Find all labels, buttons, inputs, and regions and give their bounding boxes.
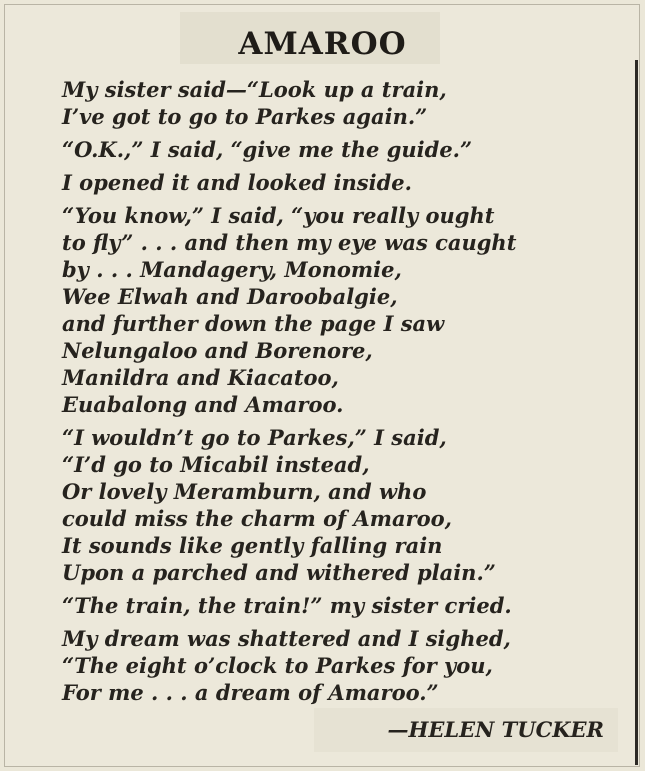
stanza: [62, 625, 516, 706]
poem-body: [62, 76, 516, 712]
poem-line: by . . . Mandagery, Monomie,: [62, 257, 402, 282]
poem-line: Euabalong and Amaroo.: [62, 392, 344, 417]
poem-line: could miss the charm of Amaroo,: [62, 506, 452, 531]
poem-line: My dream was shattered and I sighed,: [62, 626, 511, 651]
poem-line: I’ve got to go to Parkes again.”: [62, 104, 428, 129]
poem-line: “I’d go to Micabil instead,: [62, 452, 370, 477]
poem-line: “The train, the train!” my sister cried.: [62, 593, 512, 618]
poem-line: “You know,” I said, “you really ought: [62, 203, 495, 228]
poem-line: “The eight o’clock to Parkes for you,: [62, 653, 493, 678]
poem-line: Upon a parched and withered plain.”: [62, 560, 496, 585]
stanza: [62, 202, 516, 418]
poem-line: My sister said—“Look up a train,: [62, 77, 447, 102]
right-border-rule: [635, 60, 638, 765]
poem-line: For me . . . a dream of Amaroo.”: [62, 680, 439, 705]
poem-line: Manildra and Kiacatoo,: [62, 365, 339, 390]
poem-line: and further down the page I saw: [62, 311, 445, 336]
stanza: [62, 424, 516, 586]
poem-line: to fly” . . . and then my eye was caught: [62, 230, 517, 255]
poem-line: Or lovely Meramburn, and who: [62, 479, 427, 504]
poem-line: Nelungaloo and Borenore,: [62, 338, 373, 363]
stanza: [62, 169, 516, 196]
stanza: [62, 592, 516, 619]
poem-author: —HELEN TUCKER: [387, 717, 604, 742]
poem-line: “I wouldn’t go to Parkes,” I said,: [62, 425, 447, 450]
stanza: [62, 136, 516, 163]
stanza: [62, 76, 516, 130]
poem-line: “O.K.,” I said, “give me the guide.”: [62, 137, 473, 162]
poem-line: It sounds like gently falling rain: [62, 533, 443, 558]
poem-line: I opened it and looked inside.: [62, 170, 412, 195]
poem-line: Wee Elwah and Daroobalgie,: [62, 284, 398, 309]
poem-title: AMAROO: [238, 26, 407, 62]
